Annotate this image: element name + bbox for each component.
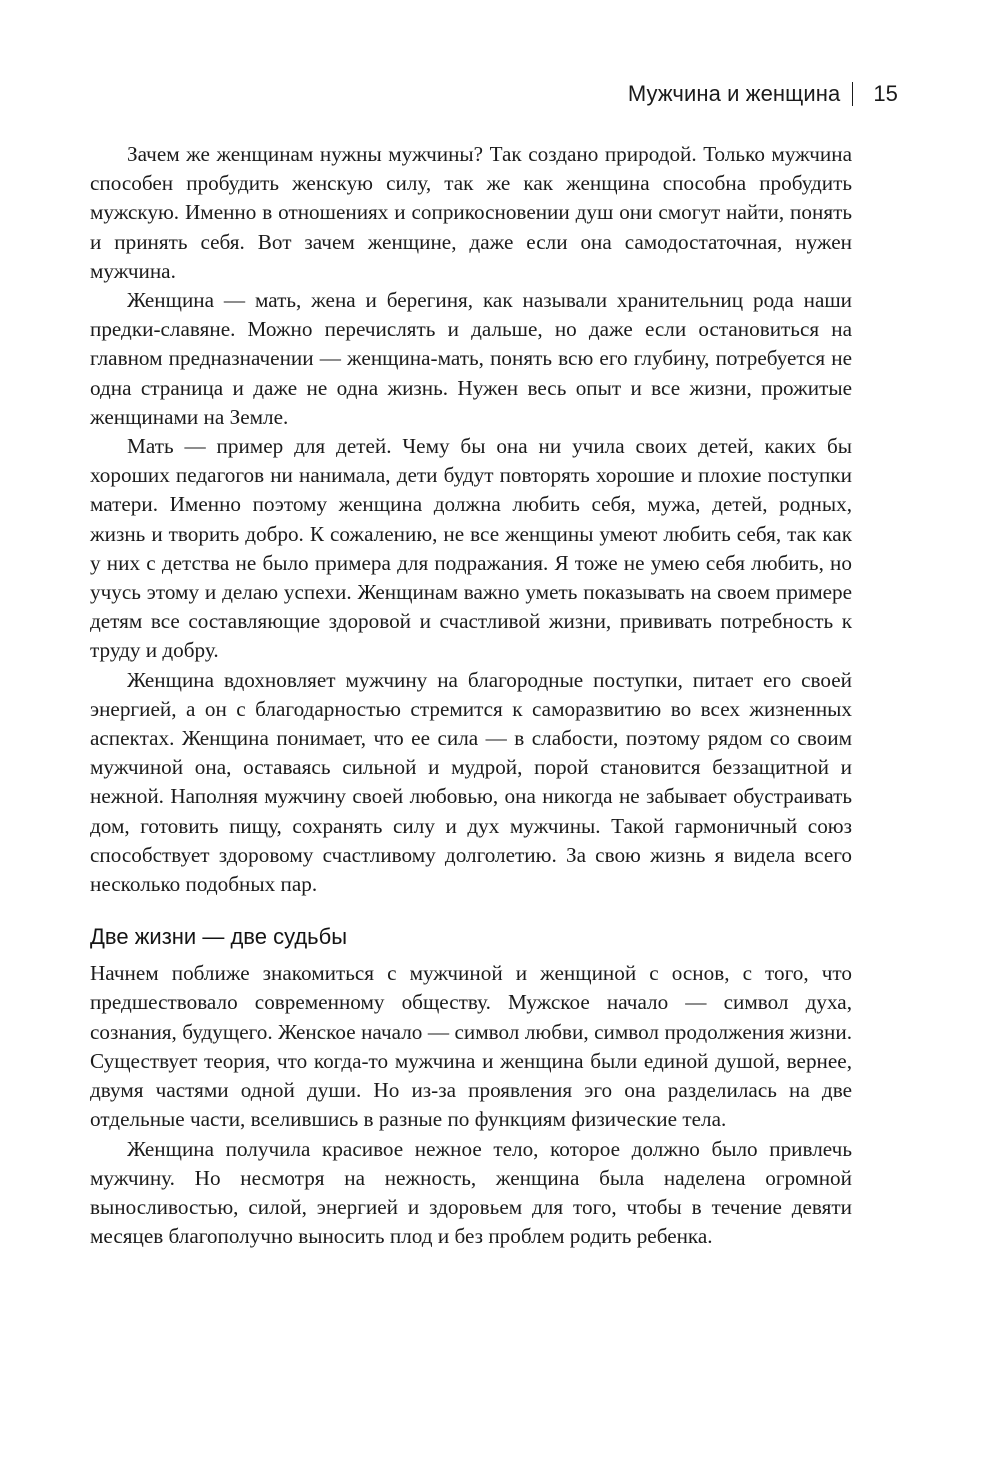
paragraph: Женщина — мать, жена и берегиня, как называли хранительниц рода наши предки-славяне. Можно перечислять и дальше, но даже если остановиться на главном предназначении — женщина-мать, понять всю его глубину, потребуется не одна страница и даже не одна жизнь. Нужен весь опыт и все жизни, прожитые женщинами на Земле.: [90, 288, 852, 429]
paragraph: Мать — пример для детей. Чему бы она ни учила своих детей, каких бы хороших педагогов ни нанимала, дети будут повторять хорошие и плохие поступки матери. Именно поэтому женщина должна любить себя, мужа, детей, родных, жизнь и творить добро. К сожалению, не все женщины умеют любить себя, так как у них с детства не было примера для подражания. Я тоже не умею себя любить, но учусь этому и делаю успехи. Женщинам важно уметь показывать на своем примере детям все составляющие здоровой и счастливой жизни, прививать потребность к труду и добру.: [90, 434, 852, 663]
section-heading: Две жизни — две судьбы: [90, 924, 348, 950]
paragraph: Женщина получила красивое нежное тело, которое должно было привлечь мужчину. Но несмотря на нежность, женщина была наделена огромной выносливостью, силой, энергией и здоровьем для того, чтобы в течение девяти месяцев благополучно выносить плод и без проблем родить ребенка.: [90, 1136, 852, 1249]
paragraph: Зачем же женщинам нужны мужчины? Так создано природой. Только мужчина способен пробудить женскую силу, так же как женщина способна пробудить мужскую. Именно в отношениях и соприкосновении душ они смогут найти, понять и принять себя. Вот зачем женщине, даже если она самодостаточная, нужен мужчина.: [90, 142, 852, 283]
running-title: Мужчина и женщина: [627, 81, 841, 106]
running-header: [628, 81, 898, 107]
page-body: [90, 140, 852, 1251]
header-separator: [852, 82, 853, 106]
page-number: 15: [873, 81, 898, 106]
paragraph: Женщина вдохновляет мужчину на благородные поступки, питает его своей энергией, а он с благодарностью стремится к саморазвитию во всех жизненных аспектах. Женщина понимает, что ее сила — в слабости, поэтому рядом со своим мужчиной она, оставаясь сильной и мудрой, порой становится беззащитной и нежной. Наполняя мужчину своей любовью, она никогда не забывает обустраивать дом, готовить пищу, сохранять силу и дух мужчины. Такой гармоничный союз способствует здоровому счастливому долголетию. За свою жизнь я видела всего несколько подобных пар.: [90, 667, 852, 897]
paragraph: Начнем поближе знакомиться с мужчиной и женщиной с основ, с того, что предшествовало современному обществу. Мужское начало — символ духа, сознания, будущего. Женское начало — символ любви, символ продолжения жизни. Существует теория, что когда-то мужчина и женщина были единой душой, вернее, двумя частями одной души. Но из-за проявления эго она разделилась на две отдельные части, вселившись в разные по функциям физические тела.: [90, 961, 852, 1132]
